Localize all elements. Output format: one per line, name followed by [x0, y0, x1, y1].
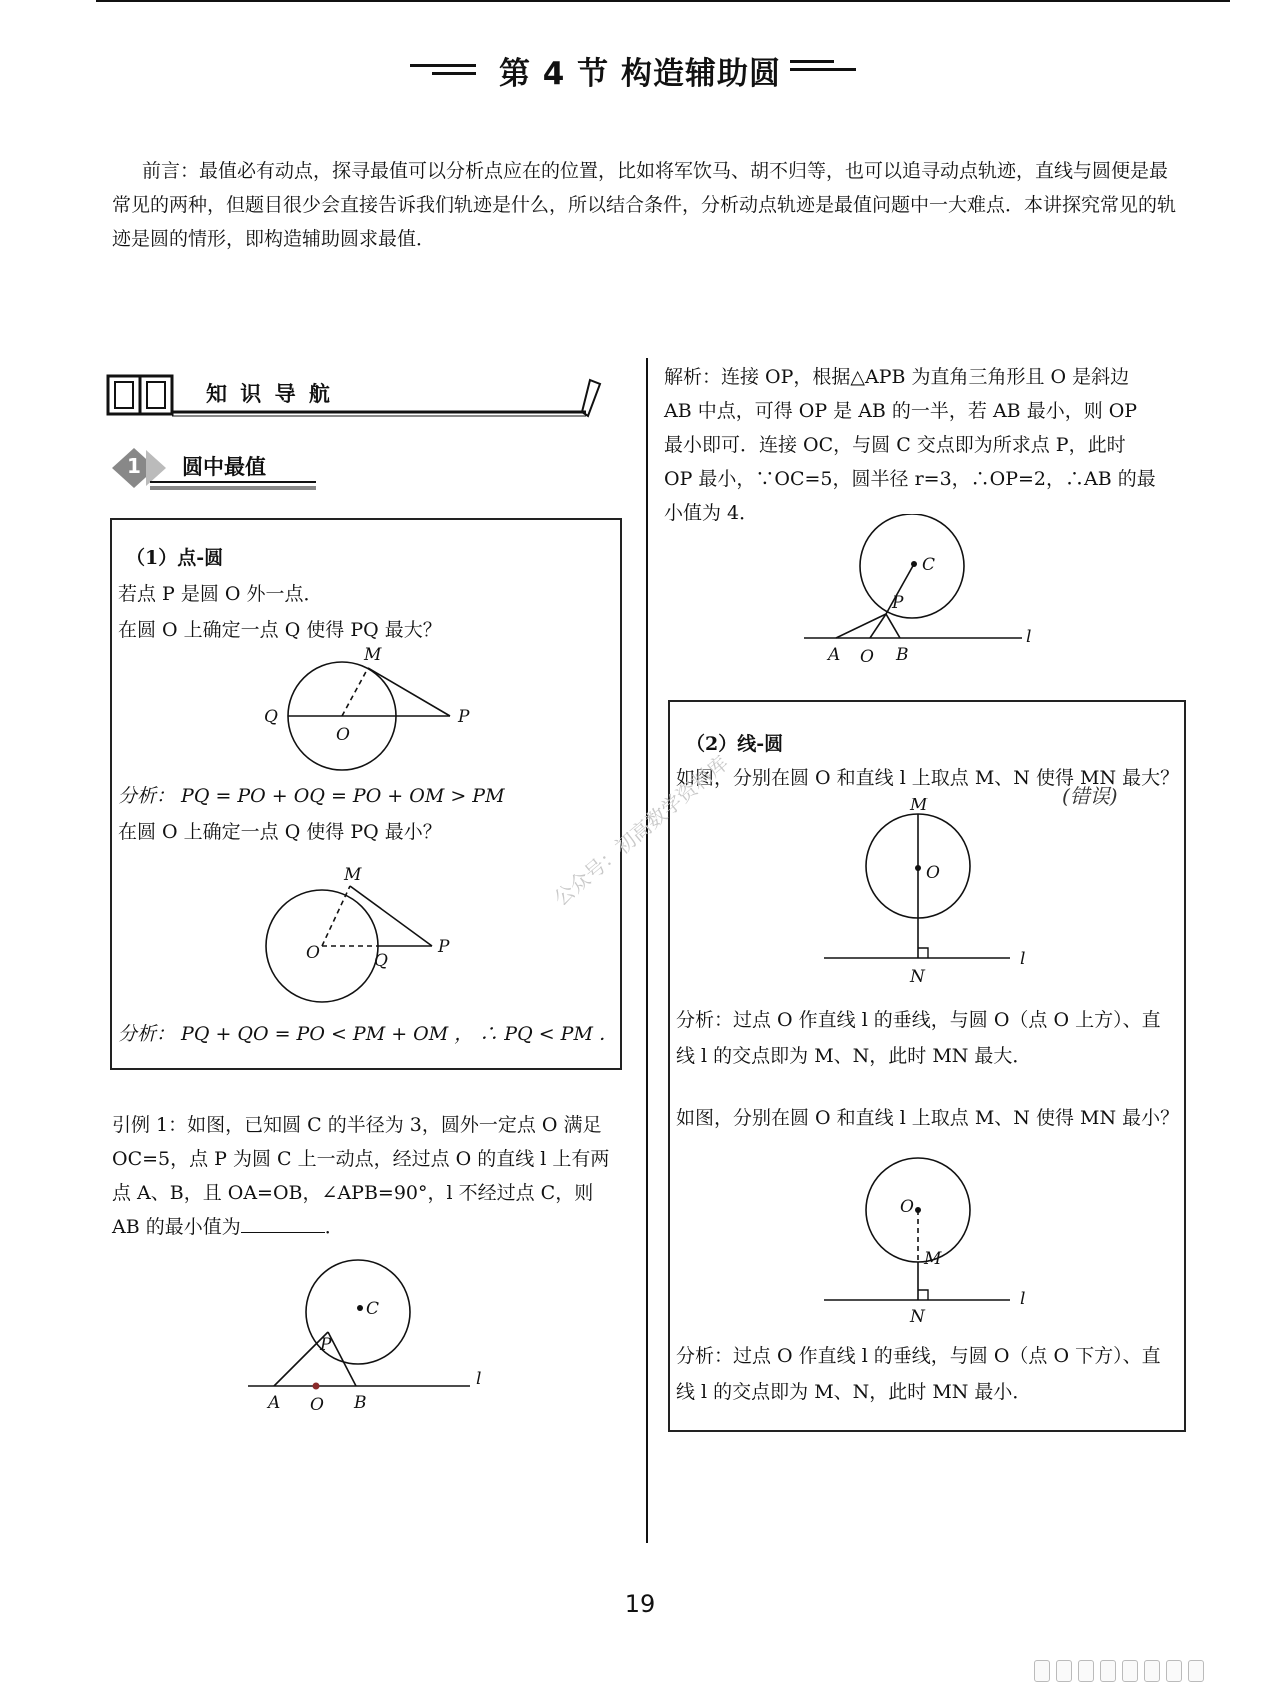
section-1-header	[106, 444, 326, 494]
box1-heading: （1）点-圆	[126, 547, 224, 569]
box2-analysis-min: 分析：过点 O 作直线 l 的垂线，与圆 O（点 O 下方）、直线 l 的交点即为 M、N，此时 MN 最小．	[676, 1345, 1161, 1403]
label-c: C	[922, 555, 936, 575]
box-point-circle	[110, 518, 622, 1070]
watermark: 公众号：初高数学资料库	[548, 750, 733, 911]
label-m: M	[924, 1249, 942, 1269]
label-q: Q	[374, 951, 388, 971]
section-1-number: 1	[127, 454, 141, 478]
label-b: B	[896, 645, 909, 665]
figure-pq-min	[252, 854, 492, 1004]
box1-question-max: 在圆 O 上确定一点 Q 使得 PQ 最大？	[118, 619, 442, 641]
answer-blank	[241, 1214, 325, 1233]
viewer-tool-icon[interactable]	[1034, 1660, 1050, 1682]
figure-solution	[800, 514, 1050, 674]
viewer-tool-icon[interactable]	[1056, 1660, 1072, 1682]
figure-mn-max	[820, 798, 1060, 988]
viewer-toolbar[interactable]	[1034, 1660, 1210, 1686]
label-o: O	[306, 943, 320, 963]
label-o: O	[310, 1395, 324, 1415]
label-p: P	[458, 707, 470, 727]
label-p: P	[438, 937, 450, 957]
box2-heading: （2）线-圆	[686, 733, 784, 755]
label-a: A	[268, 1393, 281, 1413]
label-p: P	[892, 593, 904, 613]
label-o: O	[900, 1197, 914, 1217]
example-1-end: ．	[324, 1216, 344, 1238]
label-m: M	[910, 798, 928, 815]
viewer-tool-icon[interactable]	[1100, 1660, 1116, 1682]
box1-line1: 若点 P 是圆 O 外一点．	[118, 583, 323, 605]
box2-analysis-max: 分析：过点 O 作直线 l 的垂线，与圆 O（点 O 上方）、直线 l 的交点即为 M、N，此时 MN 最大．	[676, 1009, 1161, 1067]
box2-question-min: 如图，分别在圆 O 和直线 l 上取点 M、N 使得 MN 最小？	[676, 1107, 1180, 1129]
figure-mn-min	[820, 1154, 1060, 1324]
label-l: l	[1026, 627, 1032, 647]
label-q: Q	[264, 707, 278, 727]
label-l: l	[1020, 949, 1026, 969]
viewer-tool-icon[interactable]	[1166, 1660, 1182, 1682]
box1-analysis-max: 分析： PQ = PO + OQ = PO + OM > PM	[118, 785, 505, 807]
box-line-circle	[668, 700, 1186, 1432]
page-title: 第 4 节 构造辅助圆	[499, 56, 781, 92]
example-1-body: 引例 1：如图，已知圆 C 的半径为 3，圆外一定点 O 满足 OC=5，点 P 为圆 C 上一动点，经过点 O 的直线 l 上有两点 A、B，且 OA=OB，∠APB=90°，l 不经过点 C，则 AB 的最小值为	[112, 1114, 610, 1238]
handwritten-note: (错误)	[1062, 784, 1118, 808]
label-o: O	[336, 725, 350, 745]
section-1-title: 圆中最值	[182, 455, 266, 479]
label-n: N	[910, 1307, 925, 1324]
example-1-text	[112, 1108, 626, 1244]
figure-pq-max	[242, 644, 482, 784]
label-b: B	[354, 1393, 367, 1413]
label-p: P	[320, 1335, 332, 1355]
label-m: M	[344, 865, 362, 885]
viewer-tool-icon[interactable]	[1188, 1660, 1204, 1682]
label-a: A	[828, 645, 841, 665]
box1-analysis-min: 分析： PQ + QO = PO < PM + OM ， ∴ PQ < PM ．	[118, 1023, 618, 1045]
book-icon	[106, 372, 604, 420]
figure-example-1	[244, 1256, 504, 1416]
nav-header-label: 知 识 导 航	[206, 382, 333, 406]
label-l: l	[1020, 1289, 1026, 1309]
nav-header	[106, 372, 604, 416]
box2-question-max: 如图，分别在圆 O 和直线 l 上取点 M、N 使得 MN 最大？	[676, 767, 1180, 789]
viewer-tool-icon[interactable]	[1122, 1660, 1138, 1682]
label-o: O	[860, 647, 874, 667]
label-l: l	[476, 1369, 482, 1389]
top-rule	[96, 0, 1230, 6]
page-number: 19	[624, 1590, 656, 1618]
box1-question-min: 在圆 O 上确定一点 Q 使得 PQ 最小？	[118, 821, 442, 843]
label-c: C	[366, 1299, 380, 1319]
column-divider	[646, 358, 648, 1543]
viewer-tool-icon[interactable]	[1144, 1660, 1160, 1682]
viewer-tool-icon[interactable]	[1078, 1660, 1094, 1682]
intro-paragraph: 前言：最值必有动点，探寻最值可以分析点应在的位置，比如将军饮马、胡不归等，也可以追寻动点轨迹，直线与圆便是最常见的两种，但题目很少会直接告诉我们轨迹是什么，所以结合条件，分析动点轨迹是最值问题中一大难点．本讲探究常见的轨迹是圆的情形，即构造辅助圆求最值．	[112, 160, 1177, 250]
label-m: M	[364, 645, 382, 665]
label-o: O	[926, 863, 940, 883]
solution-text: 解析：连接 OP，根据△APB 为直角三角形且 O 是斜边 AB 中点，可得 OP 是 AB 的一半，若 AB 最小，则 OP 最小即可．连接 OC，与圆 C 交点即为所求点 P，此时 OP 最小，∵OC=5，圆半径 r=3，∴OP=2，∴AB 的最小值为 4．	[664, 366, 1156, 524]
label-n: N	[910, 967, 925, 987]
